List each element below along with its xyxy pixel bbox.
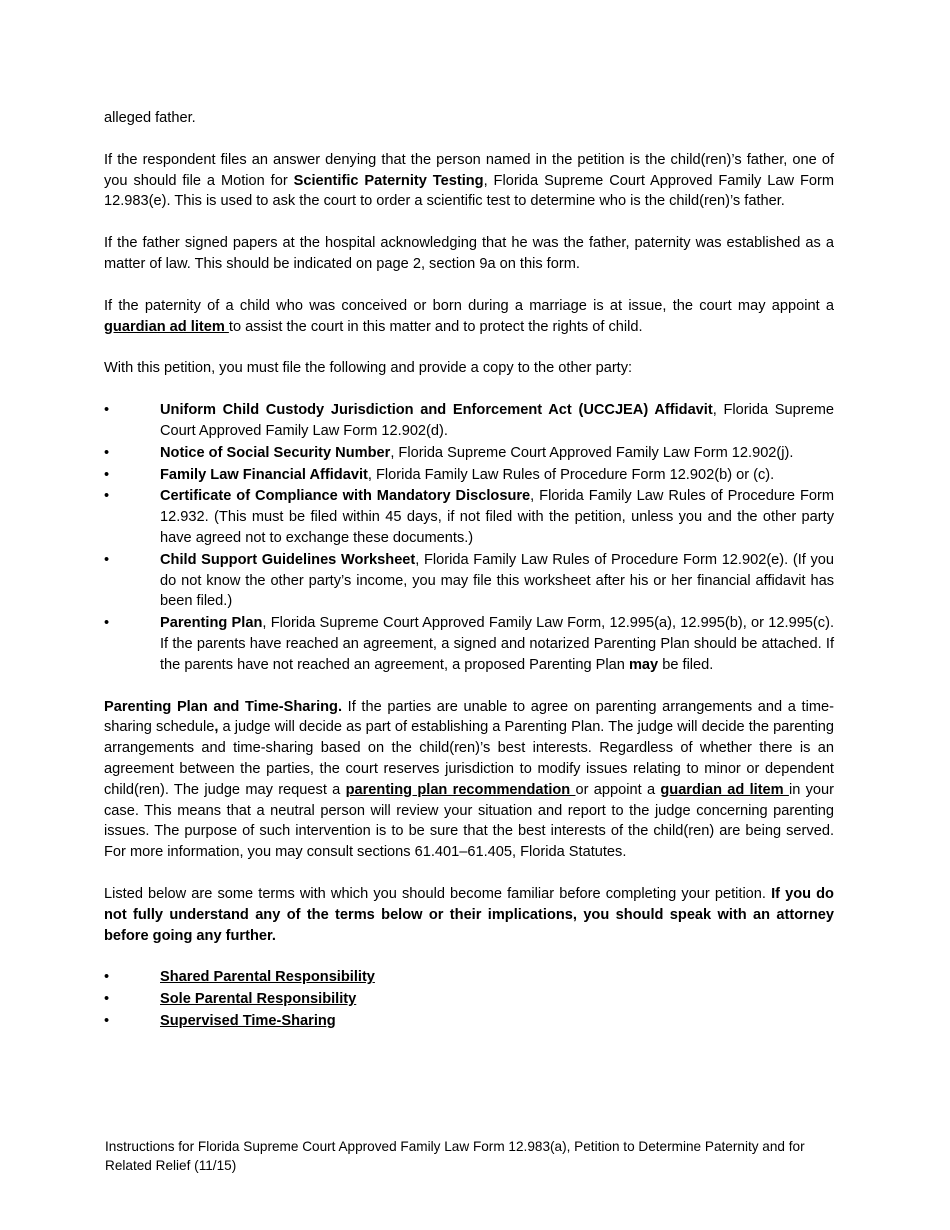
bullet-icon: • — [104, 466, 110, 483]
bullet-icon: • — [104, 615, 110, 632]
bullet-icon: • — [104, 444, 110, 461]
list-item — [104, 465, 834, 486]
paragraph-hospital-acknowledgment: If the father signed papers at the hospital acknowledging that he was the father, paternity was established as a matter of law. This should be indicated on page 2, section 9a on this form. — [104, 235, 834, 272]
bullet-icon: • — [104, 402, 110, 419]
terms-warning: If you do not fully understand any of the terms below or their implications, you should speak with an attorney before going any further. — [104, 885, 834, 944]
form-title: Certificate of Compliance with Mandatory Disclosure — [160, 488, 531, 505]
form-description: , Florida Supreme Court Approved Family Law Form 12.902(j). — [390, 444, 794, 461]
paragraph-parenting-plan — [104, 697, 834, 863]
parenting-plan-recommendation-link[interactable]: parenting plan recommendation — [345, 781, 576, 798]
paragraph-terms-intro — [104, 884, 834, 946]
parenting-text-3: or appoint a — [575, 781, 661, 798]
scientific-paternity-testing-term: Scientific Paternity Testing — [293, 172, 484, 189]
form-description: , Florida Supreme Court Approved Family Law Form, 12.995(a), 12.995(b), or 12.995(c). If the parents have reached an agreement, a signed and notarized Parenting Plan should be attached. If the parents have not reached an agreement, a proposed Parenting Plan — [160, 615, 834, 673]
parenting-plan-heading: Parenting Plan and Time-Sharing. — [104, 698, 343, 715]
para1-text-a: If the respondent files an answer denying that the person named in the petition is the child(ren)’s father, one of you should file a Motion for — [104, 151, 834, 189]
para3-text-a: If the paternity of a child who was conceived or born during a marriage is at issue, the court may appoint a — [104, 297, 834, 314]
term-sole-parental-responsibility-link[interactable]: Sole Parental Responsibility — [160, 991, 357, 1008]
paragraph-file-following: With this petition, you must file the following and provide a copy to the other party: — [104, 360, 633, 377]
list-item — [104, 486, 834, 548]
para1-text-c: , Florida Supreme Court Approved Family Law Form 12.983(e). This is used to ask the court to order a scientific test to determine who is the child(ren)’s father. — [104, 172, 835, 210]
top-fragment: alleged father. — [104, 110, 196, 126]
bullet-icon: • — [104, 488, 110, 505]
form-description: , Florida Family Law Rules of Procedure Form 12.902(b) or (c). — [367, 466, 775, 483]
list-item — [104, 550, 834, 612]
paragraph-guardian — [104, 296, 834, 338]
list-item — [104, 443, 834, 464]
list-item — [104, 989, 834, 1010]
list-item — [104, 967, 834, 988]
form-description: , Florida Family Law Rules of Procedure Form 12.932. (This must be filed within 45 days, if not filed with the petition, unless you and the other party have agreed not to exchange these documents.) — [160, 488, 834, 546]
form-title: Family Law Financial Affidavit — [160, 466, 368, 483]
bullet-icon: • — [104, 1012, 110, 1029]
term-shared-parental-responsibility-link[interactable]: Shared Parental Responsibility — [160, 969, 375, 986]
form-title: Uniform Child Custody Jurisdiction and Enforcement Act (UCCJEA) Affidavit — [160, 402, 713, 419]
parenting-comma: , — [214, 719, 219, 736]
form-description: , Florida Supreme Court Approved Family Law Form 12.902(d). — [160, 402, 834, 439]
form-description: , Florida Family Law Rules of Procedure Form 12.902(e). (If you do not know the other party’s income, you may file this worksheet after his or her financial affidavit has been filed.) — [160, 551, 834, 610]
form-title: Notice of Social Security Number — [160, 444, 391, 461]
form-title: Parenting Plan — [160, 615, 263, 632]
list-item — [104, 613, 834, 675]
guardian-ad-litem-link[interactable]: guardian ad litem — [660, 781, 789, 798]
parenting-text-1: If the parties are unable to agree on parenting arrangements and a time-sharing schedule — [104, 698, 834, 736]
paragraph-scientific-testing — [104, 150, 834, 212]
para3-text-c: to assist the court in this matter and to protect the rights of child. — [228, 318, 643, 335]
bullet-icon: • — [104, 551, 110, 568]
term-supervised-time-sharing-link[interactable]: Supervised Time-Sharing — [160, 1012, 336, 1029]
parenting-text-4: in your case. This means that a neutral person will review your situation and report to the judge concerning parenting issues. The purpose of such intervention is to be sure that the best interests of the child(ren) are being served. For more information, you may consult sections 61.401–61.405, Florida Statutes. — [104, 781, 834, 861]
form-description-tail: be filed. — [658, 656, 714, 673]
parenting-text-2: a judge will decide as part of establishing a Parenting Plan. The judge will decide the parenting arrangements and time-sharing based on the child(ren)’s best interests. Regardless of whether there is an agreement between the parties, the court reserves jurisdiction to modify issues relating to minor or dependent child(ren). The judge may request a — [104, 719, 834, 798]
bullet-icon: • — [104, 991, 110, 1008]
guardian-ad-litem-link[interactable]: guardian ad litem — [104, 318, 229, 335]
required-forms-list — [104, 400, 834, 675]
list-item — [104, 400, 834, 442]
page-footer: Instructions for Florida Supreme Court Approved Family Law Form 12.983(a), Petition to Determine Paternity and for Related Relief (11/15) — [105, 1139, 805, 1173]
list-item — [104, 1011, 834, 1032]
form-title: Child Support Guidelines Worksheet — [160, 551, 416, 568]
page-body — [104, 108, 834, 1053]
terms-list — [104, 967, 834, 1031]
terms-intro-text: Listed below are some terms with which you should become familiar before completing your petition. — [104, 885, 772, 902]
bullet-icon: • — [104, 969, 110, 986]
may-emphasis: may — [628, 656, 659, 673]
